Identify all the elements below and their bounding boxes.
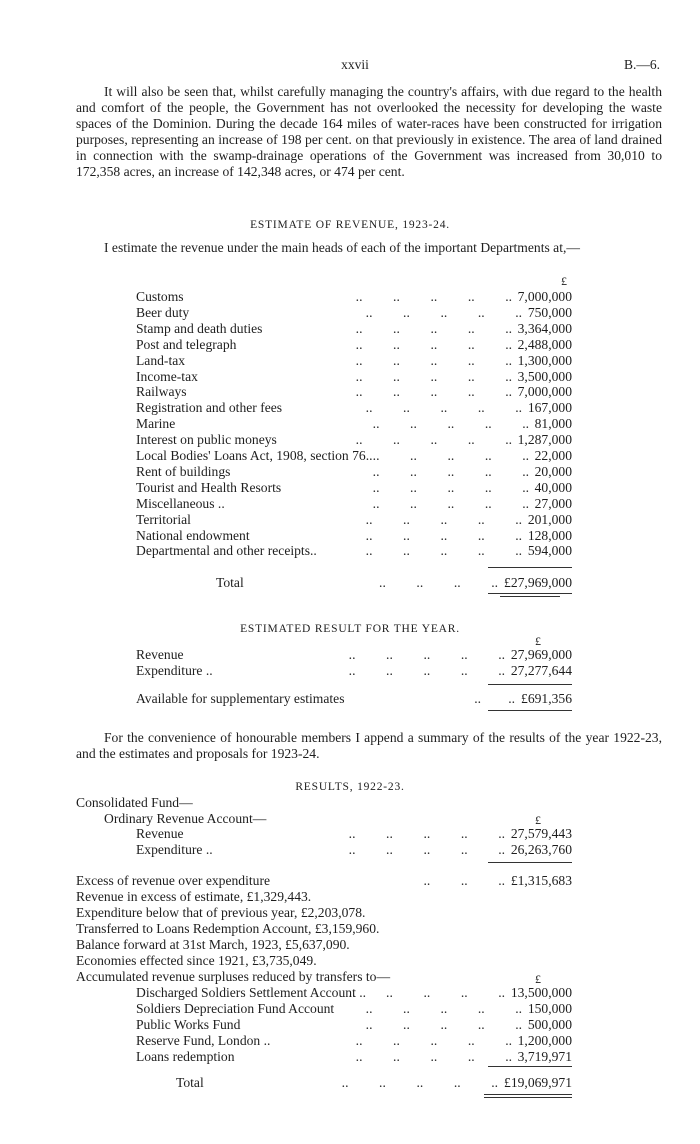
convenience-paragraph-text: For the convenience of honourable members I append a summary of the results of the year 1922-23, and the estimates and proposals for 1923-24.	[76, 730, 662, 761]
leader-dots: .. .. .. .. ..	[355, 432, 512, 448]
leader-dots: .. .. .. .. ..	[341, 1075, 498, 1090]
leader-dots: .. .. .. .. ..	[355, 1049, 512, 1064]
results-item-label: Expenditure ..	[136, 842, 213, 857]
result-available-label: Available for supplementary estimates	[136, 691, 345, 706]
estimate-item-amount: 750,000	[527, 304, 572, 320]
estimate-currency: £	[561, 274, 567, 288]
leader-dots: .. .. .. .. ..	[365, 527, 522, 543]
estimate-item-label: Rent of buildings	[136, 463, 231, 479]
intro-paragraph-text: It will also be seen that, whilst carefully managing the country's affairs, with due regard to the health and comfort of the people, the Government has not overlooked the necessity for developing the waste spaces of the Dominion. During the decade 164 miles of water-races have been constructed for irrigation purposes, representing an increase of 198 per cent. on that previously in existence. The area of land drained in connection with the swamp-drainage operations of the Government was increased from 30,010 to 172,358 acres, an increase of 142,348 acres, or 474 per cent.	[76, 84, 662, 179]
results-note: Economies effected since 1921, £3,735,049.	[76, 953, 317, 968]
estimate-item-label: Stamp and death duties	[136, 320, 263, 336]
results-note: Revenue in excess of estimate, £1,329,443.	[76, 889, 312, 904]
result-available-amount: £691,356	[521, 691, 572, 706]
estimate-item	[136, 512, 572, 528]
results-item-amount: 27,579,443	[510, 826, 572, 841]
intro-paragraph	[76, 84, 662, 180]
estimate-item-label: Departmental and other receipts..	[136, 543, 317, 559]
transfers-sum-rule	[488, 1066, 572, 1067]
estimate-item	[136, 400, 572, 416]
estimate-item	[136, 448, 572, 464]
leader-dots: .. ..	[474, 691, 515, 706]
transfers-total-label: Total	[176, 1075, 204, 1090]
result-available-row	[136, 691, 572, 707]
estimate-item-amount: 201,000	[527, 511, 572, 527]
estimate-item-amount: 1,300,000	[517, 352, 572, 368]
result-heading: ESTIMATED RESULT FOR THE YEAR.	[240, 623, 460, 635]
leader-dots: .. .. .. .. ..	[365, 1001, 522, 1016]
leader-dots: .. .. .. .. ..	[355, 1033, 512, 1048]
estimate-item-label: Post and telegraph	[136, 336, 237, 352]
estimate-item-amount: 20,000	[534, 463, 572, 479]
leader-dots: .. .. ..	[423, 873, 505, 888]
results-item	[136, 842, 572, 858]
estimate-item-amount: 2,488,000	[517, 336, 572, 352]
estimate-item-label: Beer duty	[136, 304, 190, 320]
estimate-item-amount: 167,000	[527, 400, 572, 416]
transfers-total-amount: £19,069,971	[504, 1075, 572, 1090]
transfer-item-amount: 1,200,000	[517, 1033, 572, 1048]
leader-dots: .. .. .. .. ..	[355, 336, 512, 352]
estimate-intro-text: I estimate the revenue under the main heads of each of the important Departments at,—	[104, 240, 580, 255]
leader-dots: .. .. .. .. ..	[372, 416, 529, 432]
estimate-item	[136, 416, 572, 432]
estimate-item	[136, 337, 572, 353]
estimate-item-label: Income-tax	[136, 368, 198, 384]
transfers-total-rule-2	[484, 1097, 572, 1098]
results-item-amount: 26,263,760	[510, 842, 572, 857]
leader-dots: .. .. .. .. ..	[355, 352, 512, 368]
estimate-item-amount: 594,000	[527, 543, 572, 559]
estimate-total-label: Total	[216, 575, 244, 590]
estimate-item-label: Territorial	[136, 511, 191, 527]
estimate-item-label: Railways	[136, 384, 187, 400]
transfers-currency: £	[535, 972, 541, 986]
estimate-item-label: Marine	[136, 416, 176, 432]
leader-dots: .. .. .. .. ..	[348, 826, 505, 841]
transfer-item	[136, 985, 572, 1001]
transfer-item-label: Soldiers Depreciation Fund Account	[136, 1001, 335, 1016]
result-item-amount: 27,969,000	[510, 647, 572, 662]
estimate-item-amount: 7,000,000	[517, 384, 572, 400]
leader-dots: .. .. .. .. ..	[348, 663, 505, 678]
transfer-item-label: Loans redemption	[136, 1049, 235, 1064]
transfer-item	[136, 1033, 572, 1049]
transfer-item-amount: 13,500,000	[510, 985, 572, 1000]
estimate-item	[136, 543, 572, 559]
estimate-item-label: National endowment	[136, 527, 250, 543]
accumulated-surpluses-label: Accumulated revenue surpluses reduced by transfers to—	[76, 969, 391, 984]
results-excess-row	[76, 873, 572, 889]
leader-dots: .. .. .. .. ..	[365, 304, 522, 320]
results-heading: RESULTS, 1922-23.	[295, 781, 405, 793]
estimate-heading: ESTIMATE OF REVENUE, 1923-24.	[250, 219, 450, 231]
leader-dots: .. .. .. .. ..	[365, 400, 522, 416]
transfer-item-amount: 3,719,971	[517, 1049, 572, 1064]
estimate-item-label: Registration and other fees	[136, 400, 283, 416]
estimate-total-row	[216, 575, 572, 591]
estimate-item-amount: 3,364,000	[517, 320, 572, 336]
consolidated-fund-label: Consolidated Fund—	[76, 795, 193, 810]
transfer-item-label: Discharged Soldiers Settlement Account ..	[136, 985, 367, 1000]
estimate-total-rule-2	[500, 596, 560, 597]
result-available-rule	[488, 710, 572, 711]
transfers-total-row	[176, 1075, 572, 1091]
results-note: Expenditure below that of previous year, £2,203,078.	[76, 905, 366, 920]
leader-dots: .. .. .. .. ..	[355, 384, 512, 400]
estimate-item-amount: 3,500,000	[517, 368, 572, 384]
ordinary-revenue-account-label: Ordinary Revenue Account—	[104, 811, 267, 826]
results-excess-label: Excess of revenue over expenditure	[76, 873, 271, 888]
estimate-item-label: Customs	[136, 289, 184, 304]
leader-dots: .. .. .. .. ..	[372, 479, 529, 495]
estimate-item	[136, 305, 572, 321]
transfer-item-label: Public Works Fund	[136, 1017, 241, 1032]
leader-dots: .. .. .. ..	[379, 575, 498, 590]
result-item	[136, 647, 572, 663]
result-item-label: Revenue	[136, 647, 184, 662]
estimate-intro	[76, 240, 662, 256]
estimate-total-rule-1	[488, 593, 572, 594]
estimate-item-amount: 7,000,000	[517, 289, 572, 304]
leader-dots: .. .. .. .. ..	[355, 368, 512, 384]
results-excess-amount: £1,315,683	[510, 873, 572, 888]
estimate-item-amount: 81,000	[534, 416, 572, 432]
estimate-item	[136, 369, 572, 385]
transfer-item-label: Reserve Fund, London ..	[136, 1033, 271, 1048]
result-item-label: Expenditure ..	[136, 663, 213, 678]
estimate-total-amount: £27,969,000	[504, 575, 572, 590]
results-item	[136, 826, 572, 842]
leader-dots: .. .. .. .. ..	[365, 543, 522, 559]
result-item-amount: 27,277,644	[510, 663, 572, 678]
estimate-item	[136, 353, 572, 369]
estimate-item-label: Tourist and Health Resorts	[136, 479, 282, 495]
results-note: Balance forward at 31st March, 1923, £5,637,090.	[76, 937, 350, 952]
estimate-item-label: Miscellaneous ..	[136, 495, 225, 511]
estimate-item-amount: 22,000	[534, 448, 572, 463]
leader-dots: .. .. .. .. ..	[355, 289, 512, 304]
estimate-item-label: Land-tax	[136, 352, 186, 368]
result-currency: £	[535, 634, 541, 648]
results-currency: £	[535, 813, 541, 827]
estimate-item-label: Local Bodies' Loans Act, 1908, section 76..	[136, 448, 373, 463]
transfer-item-amount: 500,000	[527, 1017, 572, 1032]
transfer-item	[136, 1001, 572, 1017]
estimate-item	[136, 496, 572, 512]
transfer-item	[136, 1049, 572, 1065]
leader-dots: .. .. .. .. ..	[372, 495, 529, 511]
transfer-item	[136, 1017, 572, 1033]
estimate-item	[136, 528, 572, 544]
result-sum-rule	[488, 684, 572, 685]
leader-dots: .. .. .. .. ..	[365, 511, 522, 527]
estimate-item	[136, 480, 572, 496]
results-note: Transferred to Loans Redemption Account, £3,159,960.	[76, 921, 380, 936]
leader-dots: .. .. .. .. ..	[348, 985, 505, 1000]
estimate-item-amount: 27,000	[534, 495, 572, 511]
results-sum-rule	[488, 862, 572, 863]
estimate-item	[136, 289, 572, 305]
page-number: xxvii	[341, 57, 369, 72]
estimate-item-label: Interest on public moneys	[136, 432, 277, 448]
leader-dots: .. .. .. .. ..	[365, 1017, 522, 1032]
leader-dots: .. .. .. .. ..	[348, 647, 505, 662]
convenience-paragraph	[76, 730, 662, 762]
transfer-item-amount: 150,000	[527, 1001, 572, 1016]
estimate-item	[136, 384, 572, 400]
results-item-label: Revenue	[136, 826, 184, 841]
leader-dots: .. .. .. .. ..	[372, 463, 529, 479]
estimate-item-amount: 128,000	[527, 527, 572, 543]
leader-dots: .. .. .. .. ..	[355, 320, 512, 336]
estimate-item	[136, 464, 572, 480]
estimate-item-amount: 40,000	[534, 479, 572, 495]
leader-dots: .. .. .. .. ..	[348, 842, 505, 857]
document-reference: B.—6.	[623, 57, 660, 72]
estimate-item	[136, 432, 572, 448]
leader-dots: .. .. .. .. ..	[372, 448, 529, 463]
estimate-item	[136, 321, 572, 337]
estimate-item-amount: 1,287,000	[517, 432, 572, 448]
estimate-sum-rule	[488, 567, 572, 568]
transfers-total-rule-1	[484, 1094, 572, 1095]
result-item	[136, 663, 572, 679]
